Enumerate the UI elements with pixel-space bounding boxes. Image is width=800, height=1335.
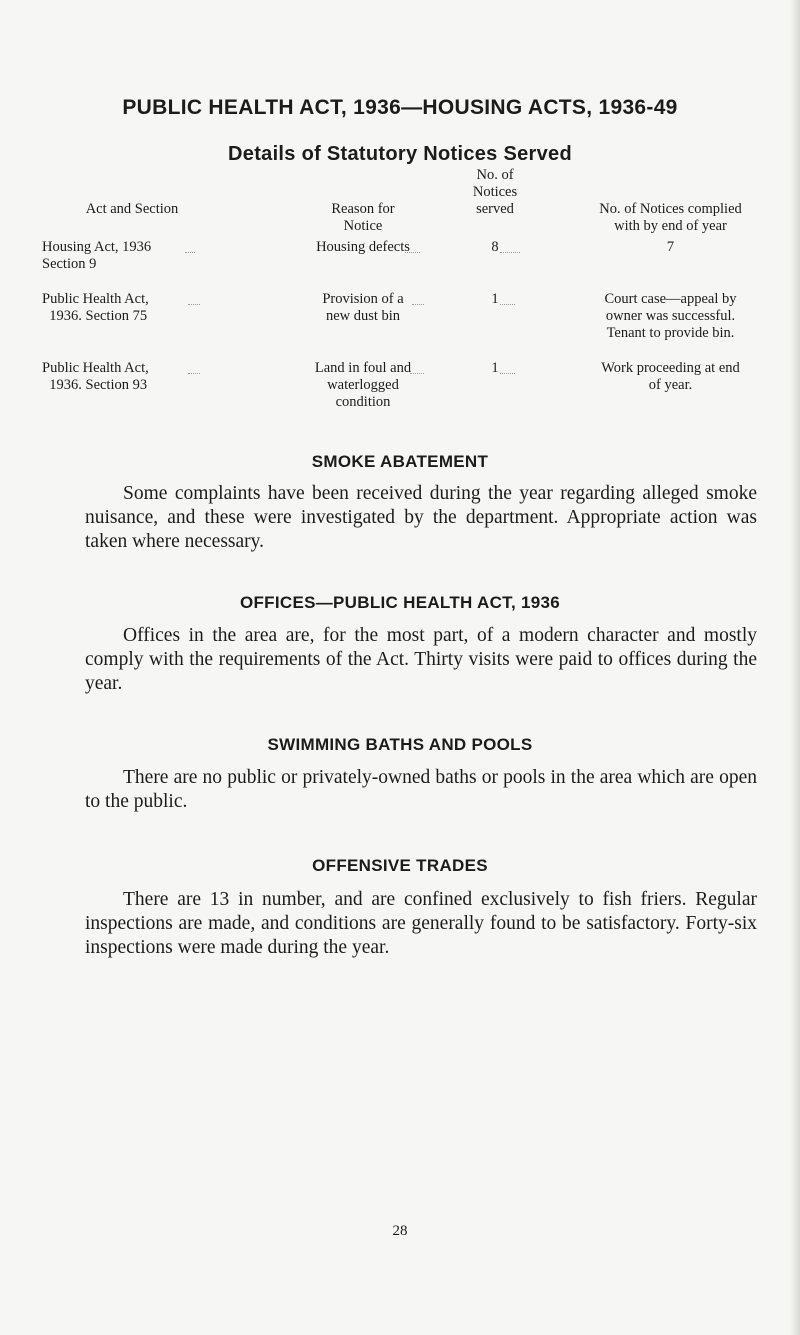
column-header-served: No. of Notices served bbox=[472, 167, 518, 217]
section-heading-swimming: SWIMMING BATHS AND POOLS bbox=[267, 735, 533, 754]
leader-dots bbox=[410, 373, 424, 374]
leader-dots bbox=[500, 252, 520, 253]
section-heading-offices: OFFICES—PUBLIC HEALTH ACT, 1936 bbox=[239, 593, 561, 612]
leader-dots bbox=[188, 373, 200, 374]
table-row-3-reason: Land in foul and waterlogged condition bbox=[314, 360, 412, 410]
leader-dots bbox=[405, 252, 420, 253]
page-edge-shadow bbox=[790, 0, 800, 1335]
section-text-offensive: There are 13 in number, and are confined exclusively to fish friers. Regular inspections are made, and conditions are generally found to be satisfactory. Forty-six inspections were made during the year. bbox=[85, 889, 757, 958]
leader-dots bbox=[412, 304, 424, 305]
table-row-1-complied: 7 bbox=[666, 239, 675, 255]
section-heading-smoke: SMOKE ABATEMENT bbox=[311, 452, 489, 471]
section-heading-offensive: OFFENSIVE TRADES bbox=[312, 856, 488, 875]
leader-dots bbox=[185, 252, 195, 253]
leader-dots bbox=[500, 304, 515, 305]
column-header-complied: No. of Notices complied with by end of year bbox=[599, 201, 742, 234]
leader-dots bbox=[500, 373, 515, 374]
table-row-1-served: 8 bbox=[491, 239, 499, 255]
table-row-3-act-section: Public Health Act, 1936. Section 93 bbox=[42, 360, 149, 393]
table-row-2-reason: Provision of a new dust bin bbox=[322, 291, 404, 324]
page-number: 28 bbox=[392, 1223, 408, 1239]
table-row-3-served: 1 bbox=[491, 360, 499, 376]
table-row-2-complied: Court case—appeal by owner was successful. Tenant to provide bin. bbox=[604, 291, 737, 341]
table-row-2-act-section: Public Health Act, 1936. Section 75 bbox=[42, 291, 149, 324]
leader-dots bbox=[188, 304, 200, 305]
section-text-smoke: Some complaints have been received during the year regarding alleged smoke nuisance, and these were investigated by the department. Appropriate action was taken where necessary. bbox=[85, 483, 757, 552]
column-header-act-section: Act and Section bbox=[85, 201, 179, 217]
table-row-3-complied: Work proceeding at end of year. bbox=[601, 360, 740, 393]
table-row-1-act-section: Housing Act, 1936 Section 9 bbox=[42, 239, 152, 272]
page-title: PUBLIC HEALTH ACT, 1936—HOUSING ACTS, 1936-49 bbox=[122, 96, 678, 119]
table-row-2-served: 1 bbox=[491, 291, 499, 307]
page-subtitle: Details of Statutory Notices Served bbox=[228, 143, 572, 165]
section-text-swimming: There are no public or privately-owned baths or pools in the area which are open to the public. bbox=[85, 767, 757, 812]
table-row-1-reason: Housing defects bbox=[316, 239, 410, 255]
column-header-reason: Reason for Notice bbox=[331, 201, 395, 234]
section-text-offices: Offices in the area are, for the most part, of a modern character and mostly comply with the requirements of the Act. Thirty visits were paid to offices during the year. bbox=[85, 625, 757, 694]
